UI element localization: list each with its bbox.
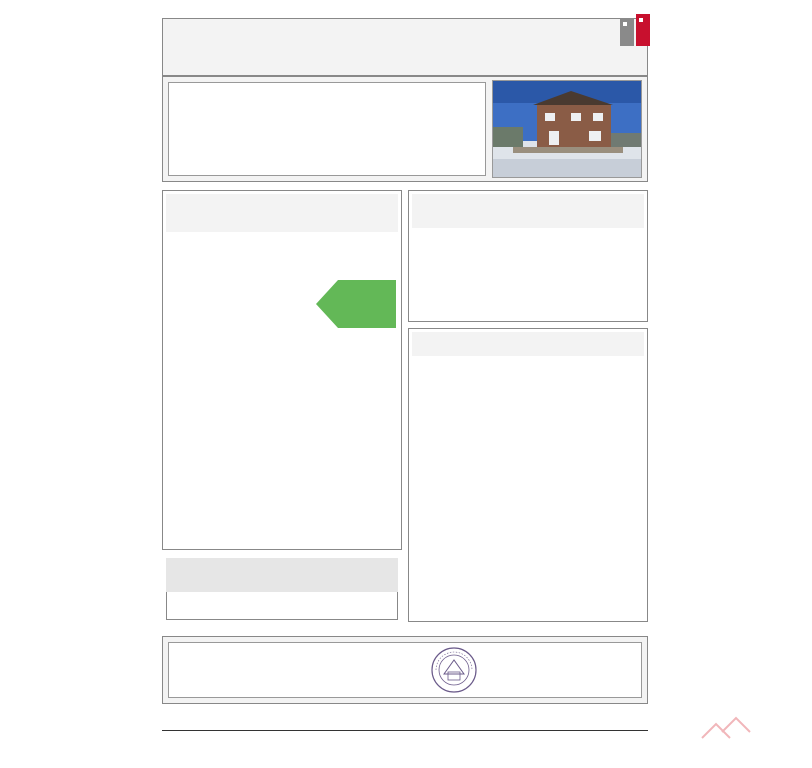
result-class-arrow bbox=[316, 280, 396, 328]
classification-panel bbox=[162, 190, 402, 550]
certificate-title-block bbox=[162, 18, 648, 76]
footer-divider bbox=[162, 730, 648, 731]
specialist-details bbox=[168, 642, 642, 698]
distribution-pie-chart bbox=[562, 236, 642, 316]
building-photo bbox=[492, 80, 642, 178]
indicators-title bbox=[412, 332, 644, 356]
distribution-header bbox=[412, 194, 644, 228]
realbonus-house-icon bbox=[700, 716, 760, 745]
address-details bbox=[168, 82, 486, 176]
classification-header bbox=[166, 194, 398, 232]
dumrealit-logo-icon bbox=[618, 12, 654, 55]
requirement-title bbox=[166, 558, 398, 592]
specialist-stamp-icon bbox=[430, 646, 478, 694]
indicators-panel bbox=[408, 328, 648, 622]
